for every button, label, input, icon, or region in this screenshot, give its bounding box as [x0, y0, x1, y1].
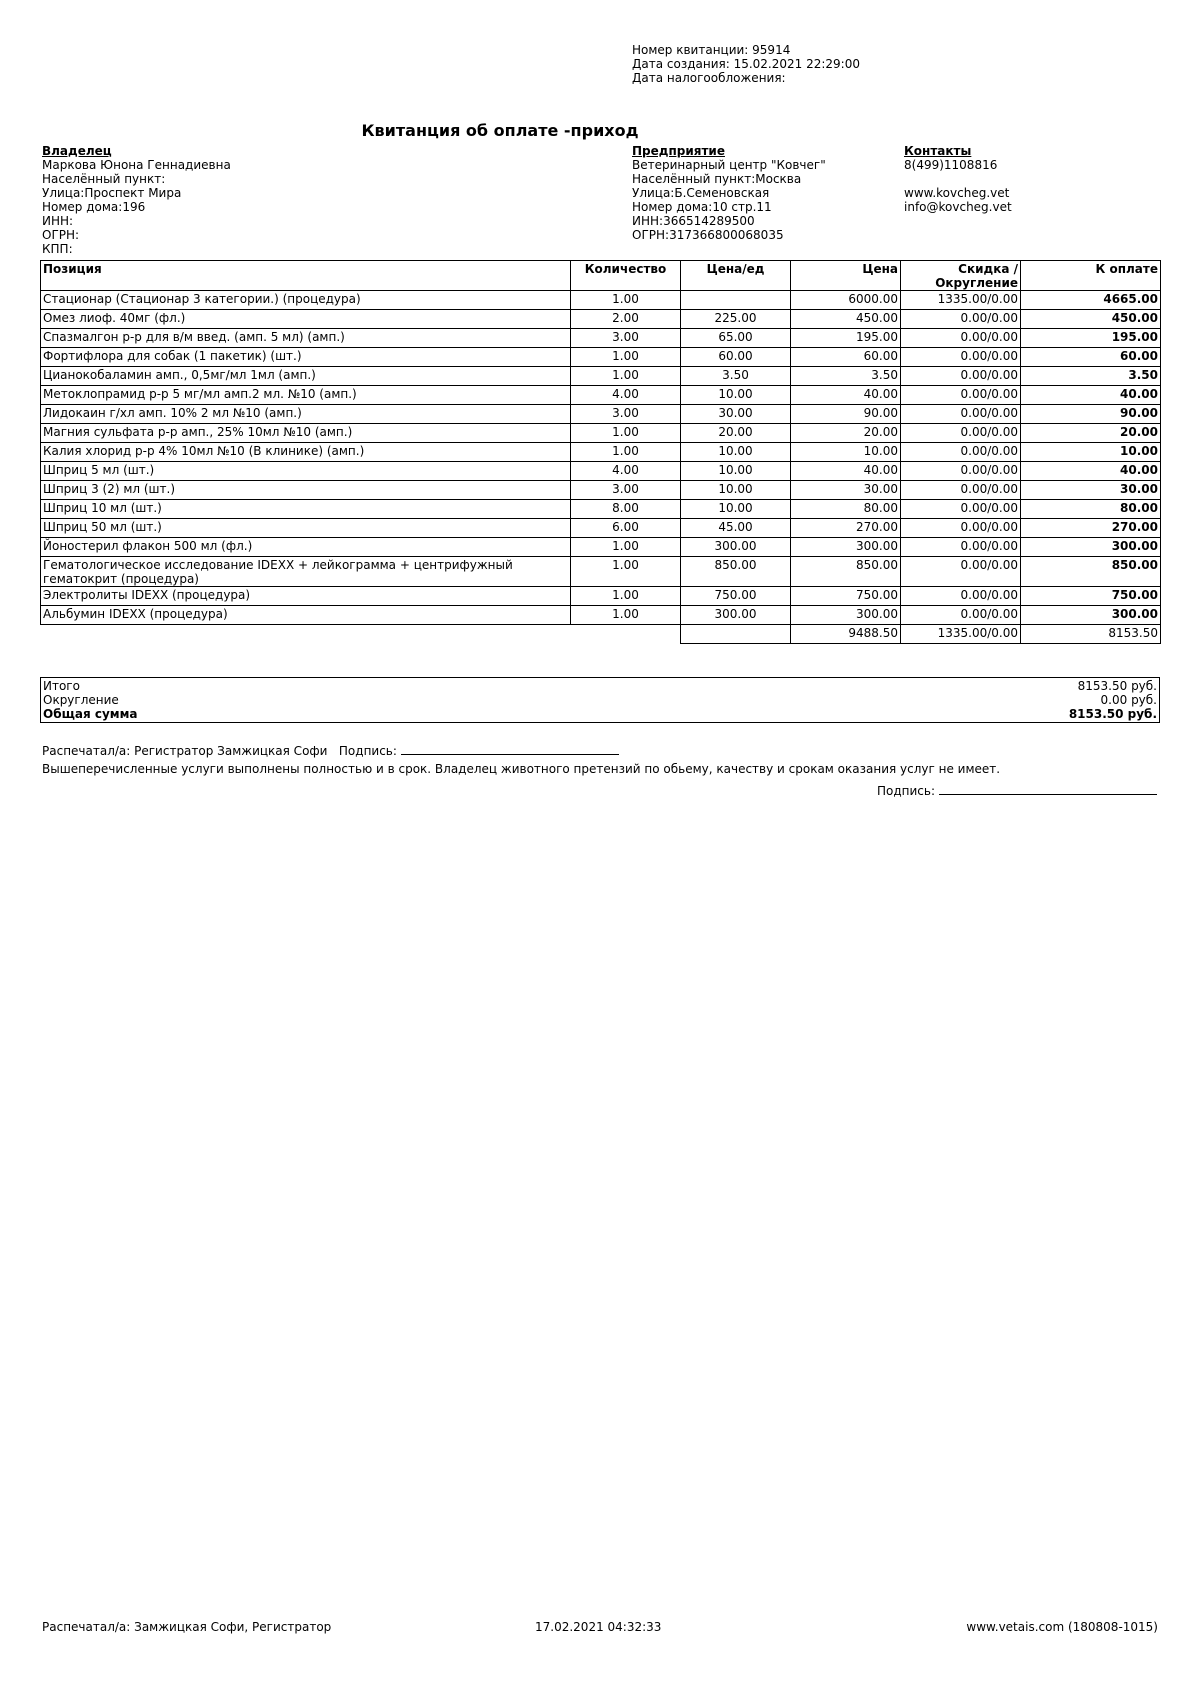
- item-discount: 0.00/0.00: [901, 386, 1021, 405]
- table-row: [41, 538, 1161, 557]
- creation-date: Дата создания: 15.02.2021 22:29:00: [632, 57, 860, 71]
- printed-by-line: Распечатал/а: Регистратор Замжицкая Софи Подпись:: [42, 742, 619, 758]
- table-row: [41, 481, 1161, 500]
- item-name: Спазмалгон р-р для в/м введ. (амп. 5 мл) (амп.): [41, 329, 571, 348]
- item-name: Шприц 3 (2) мл (шт.): [41, 481, 571, 500]
- item-to-pay: 750.00: [1021, 587, 1161, 606]
- item-price: 300.00: [791, 606, 901, 625]
- item-to-pay: 450.00: [1021, 310, 1161, 329]
- item-price: 30.00: [791, 481, 901, 500]
- item-discount: 0.00/0.00: [901, 519, 1021, 538]
- item-qty: 1.00: [571, 443, 681, 462]
- footer-datetime: 17.02.2021 04:32:33: [535, 1620, 662, 1634]
- item-to-pay: 300.00: [1021, 606, 1161, 625]
- item-price: 3.50: [791, 367, 901, 386]
- item-discount: 0.00/0.00: [901, 462, 1021, 481]
- item-to-pay: 40.00: [1021, 386, 1161, 405]
- item-name: Шприц 10 мл (шт.): [41, 500, 571, 519]
- owner-inn: ИНН:: [42, 214, 74, 228]
- company-locality: Населённый пункт:Москва: [632, 172, 802, 186]
- item-unit-price: 3.50: [681, 367, 791, 386]
- item-unit-price: 10.00: [681, 443, 791, 462]
- receipt-meta: [632, 43, 860, 85]
- col-to-pay: К оплате: [1021, 261, 1161, 291]
- item-discount: 0.00/0.00: [901, 424, 1021, 443]
- item-to-pay: 270.00: [1021, 519, 1161, 538]
- item-to-pay: 195.00: [1021, 329, 1161, 348]
- item-qty: 1.00: [571, 557, 681, 587]
- company-inn: ИНН:366514289500: [632, 214, 755, 228]
- contacts-header: Контакты: [904, 144, 972, 158]
- totals-empty-cell: [681, 625, 791, 644]
- item-name: Омез лиоф. 40мг (фл.): [41, 310, 571, 329]
- owner-locality: Населённый пункт:: [42, 172, 166, 186]
- service-note: Вышеперечисленные услуги выполнены полностью и в срок. Владелец животного претензий по обьему, качеству и срокам оказания услуг не имеет.: [42, 762, 1001, 776]
- item-unit-price: 60.00: [681, 348, 791, 367]
- item-name: Стационар (Стационар 3 категории.) (процедура): [41, 291, 571, 310]
- item-price: 6000.00: [791, 291, 901, 310]
- item-name: Шприц 5 мл (шт.): [41, 462, 571, 481]
- item-discount: 0.00/0.00: [901, 367, 1021, 386]
- item-qty: 1.00: [571, 587, 681, 606]
- item-name: Шприц 50 мл (шт.): [41, 519, 571, 538]
- table-header-row: [41, 261, 1161, 291]
- item-qty: 6.00: [571, 519, 681, 538]
- item-qty: 3.00: [571, 329, 681, 348]
- item-discount: 0.00/0.00: [901, 443, 1021, 462]
- item-qty: 1.00: [571, 348, 681, 367]
- item-name: Калия хлорид р-р 4% 10мл №10 (В клинике) (амп.): [41, 443, 571, 462]
- table-row: [41, 405, 1161, 424]
- item-name: Гематологическое исследование IDEXX + лейкограмма + центрифужный гематокрит (процедура): [41, 557, 571, 587]
- item-discount: 1335.00/0.00: [901, 291, 1021, 310]
- owner-header: Владелец: [42, 144, 112, 158]
- item-qty: 3.00: [571, 405, 681, 424]
- item-name: Магния сульфата р-р амп., 25% 10мл №10 (амп.): [41, 424, 571, 443]
- item-discount: 0.00/0.00: [901, 310, 1021, 329]
- item-to-pay: 10.00: [1021, 443, 1161, 462]
- item-name: Лидокаин г/хл амп. 10% 2 мл №10 (амп.): [41, 405, 571, 424]
- totals-price: 9488.50: [791, 625, 901, 644]
- summary-total: Общая сумма 8153.50 руб.: [43, 707, 1157, 721]
- item-discount: 0.00/0.00: [901, 538, 1021, 557]
- item-to-pay: 20.00: [1021, 424, 1161, 443]
- company-header: Предприятие: [632, 144, 725, 158]
- table-row: [41, 386, 1161, 405]
- item-to-pay: 60.00: [1021, 348, 1161, 367]
- table-row: [41, 500, 1161, 519]
- item-price: 750.00: [791, 587, 901, 606]
- item-to-pay: 300.00: [1021, 538, 1161, 557]
- item-qty: 4.00: [571, 462, 681, 481]
- item-price: 10.00: [791, 443, 901, 462]
- item-to-pay: 90.00: [1021, 405, 1161, 424]
- item-unit-price: 20.00: [681, 424, 791, 443]
- company-block: [632, 144, 826, 242]
- summary-box: [40, 677, 1160, 723]
- col-qty: Количество: [571, 261, 681, 291]
- item-unit-price: 10.00: [681, 481, 791, 500]
- tax-date: Дата налогообложения:: [632, 71, 786, 85]
- item-name: Электролиты IDEXX (процедура): [41, 587, 571, 606]
- company-ogrn: ОГРН:317366800068035: [632, 228, 784, 242]
- col-price: Цена: [791, 261, 901, 291]
- item-price: 270.00: [791, 519, 901, 538]
- item-unit-price: 45.00: [681, 519, 791, 538]
- item-discount: 0.00/0.00: [901, 405, 1021, 424]
- item-price: 20.00: [791, 424, 901, 443]
- col-unit-price: Цена/ед: [681, 261, 791, 291]
- item-unit-price: 10.00: [681, 462, 791, 481]
- item-name: Фортифлора для собак (1 пакетик) (шт.): [41, 348, 571, 367]
- contacts-spacer: [904, 172, 1012, 186]
- owner-block: [42, 144, 231, 256]
- table-row: [41, 291, 1161, 310]
- item-price: 850.00: [791, 557, 901, 587]
- item-unit-price: 30.00: [681, 405, 791, 424]
- contacts-phone: 8(499)1108816: [904, 158, 998, 172]
- receipt-number: Номер квитанции: 95914: [632, 43, 791, 57]
- table-row: [41, 424, 1161, 443]
- item-qty: 3.00: [571, 481, 681, 500]
- item-unit-price: 10.00: [681, 386, 791, 405]
- owner-house: Номер дома:196: [42, 200, 146, 214]
- item-price: 195.00: [791, 329, 901, 348]
- item-to-pay: 4665.00: [1021, 291, 1161, 310]
- item-discount: 0.00/0.00: [901, 329, 1021, 348]
- item-name: Метоклопрамид р-р 5 мг/мл амп.2 мл. №10 (амп.): [41, 386, 571, 405]
- owner-ogrn: ОГРН:: [42, 228, 80, 242]
- item-discount: 0.00/0.00: [901, 557, 1021, 587]
- item-price: 450.00: [791, 310, 901, 329]
- item-unit-price: 65.00: [681, 329, 791, 348]
- footer-printed-by: Распечатал/а: Замжицкая Софи, Регистратор: [42, 1620, 332, 1634]
- page-title: Квитанция об оплате -приход: [361, 121, 639, 140]
- item-price: 90.00: [791, 405, 901, 424]
- item-price: 60.00: [791, 348, 901, 367]
- item-price: 40.00: [791, 386, 901, 405]
- table-row: [41, 443, 1161, 462]
- item-qty: 2.00: [571, 310, 681, 329]
- footer-site: www.vetais.com (180808-1015): [966, 1620, 1158, 1634]
- table-row: [41, 462, 1161, 481]
- item-unit-price: 300.00: [681, 538, 791, 557]
- item-name: Цианокобаламин амп., 0,5мг/мл 1мл (амп.): [41, 367, 571, 386]
- item-name: Альбумин IDEXX (процедура): [41, 606, 571, 625]
- item-price: 40.00: [791, 462, 901, 481]
- summary-rounding: Округление 0.00 руб.: [43, 693, 1157, 707]
- item-to-pay: 3.50: [1021, 367, 1161, 386]
- item-name: Йоностерил флакон 500 мл (фл.): [41, 538, 571, 557]
- table-row: [41, 519, 1161, 538]
- col-discount: Скидка / Округление: [901, 261, 1021, 291]
- summary-itogo: Итого 8153.50 руб.: [43, 679, 1157, 693]
- company-name: Ветеринарный центр "Ковчег": [632, 158, 826, 172]
- owner-name: Маркова Юнона Геннадиевна: [42, 158, 231, 172]
- item-to-pay: 30.00: [1021, 481, 1161, 500]
- item-to-pay: 40.00: [1021, 462, 1161, 481]
- company-street: Улица:Б.Семеновская: [632, 186, 770, 200]
- items-table: [40, 260, 1161, 644]
- item-discount: 0.00/0.00: [901, 587, 1021, 606]
- item-discount: 0.00/0.00: [901, 481, 1021, 500]
- item-price: 80.00: [791, 500, 901, 519]
- signature-line-1: [401, 742, 619, 755]
- item-to-pay: 850.00: [1021, 557, 1161, 587]
- table-row: [41, 587, 1161, 606]
- table-row: [41, 367, 1161, 386]
- totals-to-pay: 8153.50: [1021, 625, 1161, 644]
- item-discount: 0.00/0.00: [901, 606, 1021, 625]
- table-row: [41, 348, 1161, 367]
- table-row: [41, 606, 1161, 625]
- item-qty: 1.00: [571, 424, 681, 443]
- owner-kpp: КПП:: [42, 242, 73, 256]
- owner-signature: Подпись:: [877, 782, 1157, 798]
- item-qty: 1.00: [571, 367, 681, 386]
- item-qty: 8.00: [571, 500, 681, 519]
- table-totals-row: [41, 625, 1161, 644]
- item-to-pay: 80.00: [1021, 500, 1161, 519]
- totals-discount: 1335.00/0.00: [901, 625, 1021, 644]
- company-house: Номер дома:10 стр.11: [632, 200, 772, 214]
- signature-line-2: [939, 782, 1157, 795]
- item-discount: 0.00/0.00: [901, 500, 1021, 519]
- item-qty: 1.00: [571, 606, 681, 625]
- item-qty: 1.00: [571, 291, 681, 310]
- item-unit-price: 300.00: [681, 606, 791, 625]
- item-unit-price: 225.00: [681, 310, 791, 329]
- contacts-block: [904, 144, 1012, 214]
- table-row: [41, 557, 1161, 587]
- table-row: [41, 310, 1161, 329]
- contacts-site: www.kovcheg.vet: [904, 186, 1010, 200]
- table-row: [41, 329, 1161, 348]
- item-discount: 0.00/0.00: [901, 348, 1021, 367]
- item-qty: 1.00: [571, 538, 681, 557]
- col-position: Позиция: [41, 261, 571, 291]
- item-unit-price: 750.00: [681, 587, 791, 606]
- owner-street: Улица:Проспект Мира: [42, 186, 182, 200]
- item-unit-price: [681, 291, 791, 310]
- contacts-email: info@kovcheg.vet: [904, 200, 1012, 214]
- item-unit-price: 850.00: [681, 557, 791, 587]
- item-qty: 4.00: [571, 386, 681, 405]
- item-price: 300.00: [791, 538, 901, 557]
- item-unit-price: 10.00: [681, 500, 791, 519]
